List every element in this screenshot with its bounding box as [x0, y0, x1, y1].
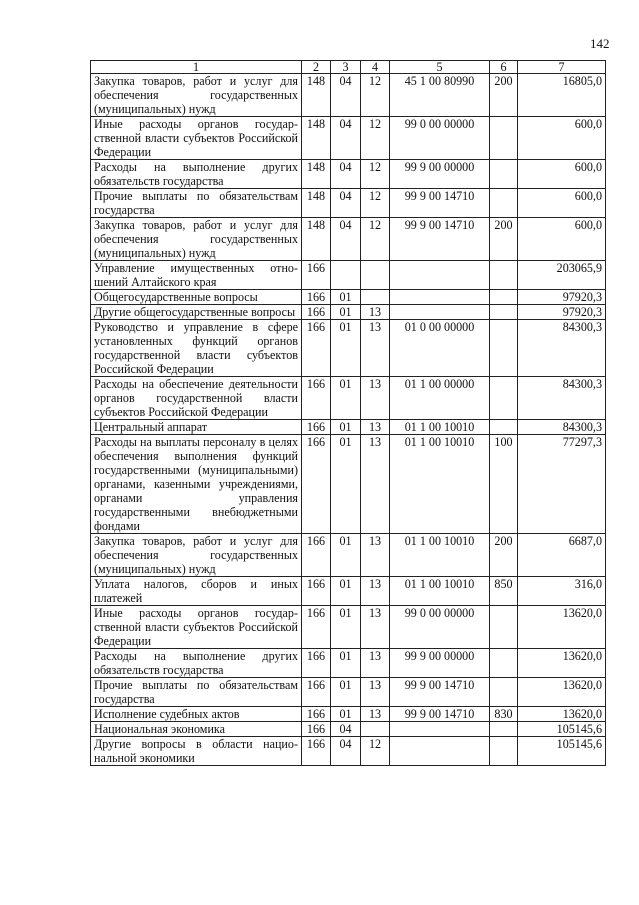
- amount-cell: 13620,0: [518, 707, 606, 722]
- table-row: [91, 420, 606, 435]
- expense-type-cell: 100: [490, 435, 518, 534]
- section-code-cell: 01: [331, 606, 361, 649]
- expense-name-cell: Другие общегосударственные вопросы: [91, 305, 302, 320]
- expense-name-cell: Расходы на выплаты персоналу в целях обеспечения выполнения функций государственными (муниципальными) органами, казенными учреждениями, органами управления государственными внебюджетными фондами: [91, 435, 302, 534]
- amount-cell: 13620,0: [518, 649, 606, 678]
- target-article-cell: 01 0 00 00000: [390, 320, 490, 377]
- expense-name-cell: Уплата налогов, сборов и иных платежей: [91, 577, 302, 606]
- section-code-cell: 04: [331, 218, 361, 261]
- ministry-code-cell: 166: [302, 606, 331, 649]
- ministry-code-cell: 166: [302, 678, 331, 707]
- subsection-code-cell: [361, 722, 390, 737]
- section-code-cell: 01: [331, 707, 361, 722]
- table-row: [91, 678, 606, 707]
- expense-type-cell: [490, 261, 518, 290]
- target-article-cell: 99 9 00 14710: [390, 189, 490, 218]
- subsection-code-cell: 13: [361, 320, 390, 377]
- expense-type-cell: 200: [490, 74, 518, 117]
- subsection-code-cell: 12: [361, 74, 390, 117]
- ministry-code-cell: 166: [302, 305, 331, 320]
- amount-cell: 600,0: [518, 117, 606, 160]
- amount-cell: 13620,0: [518, 678, 606, 707]
- column-header: 3: [331, 61, 361, 74]
- section-code-cell: 01: [331, 420, 361, 435]
- amount-cell: 105145,6: [518, 737, 606, 766]
- amount-cell: 105145,6: [518, 722, 606, 737]
- expense-name-cell: Центральный аппарат: [91, 420, 302, 435]
- table-row: [91, 305, 606, 320]
- expense-type-cell: [490, 722, 518, 737]
- subsection-code-cell: 13: [361, 606, 390, 649]
- ministry-code-cell: 166: [302, 577, 331, 606]
- table-row: [91, 160, 606, 189]
- amount-cell: 97920,3: [518, 290, 606, 305]
- subsection-code-cell: 13: [361, 577, 390, 606]
- expense-type-cell: [490, 160, 518, 189]
- target-article-cell: 99 9 00 14710: [390, 707, 490, 722]
- subsection-code-cell: 12: [361, 189, 390, 218]
- ministry-code-cell: 166: [302, 707, 331, 722]
- ministry-code-cell: 166: [302, 534, 331, 577]
- target-article-cell: 01 1 00 10010: [390, 577, 490, 606]
- table-header-row: [91, 61, 606, 74]
- ministry-code-cell: 166: [302, 290, 331, 305]
- ministry-code-cell: 166: [302, 722, 331, 737]
- column-header: 6: [490, 61, 518, 74]
- amount-cell: 316,0: [518, 577, 606, 606]
- expense-type-cell: [490, 320, 518, 377]
- expense-name-cell: Национальная экономика: [91, 722, 302, 737]
- section-code-cell: 01: [331, 577, 361, 606]
- subsection-code-cell: 13: [361, 649, 390, 678]
- subsection-code-cell: 13: [361, 707, 390, 722]
- subsection-code-cell: 12: [361, 218, 390, 261]
- section-code-cell: 01: [331, 649, 361, 678]
- section-code-cell: 04: [331, 737, 361, 766]
- ministry-code-cell: 148: [302, 218, 331, 261]
- table-row: [91, 290, 606, 305]
- column-header: 1: [91, 61, 302, 74]
- expense-name-cell: Прочие выплаты по обязательствам государства: [91, 678, 302, 707]
- amount-cell: 600,0: [518, 160, 606, 189]
- column-header: 5: [390, 61, 490, 74]
- subsection-code-cell: [361, 261, 390, 290]
- section-code-cell: 04: [331, 722, 361, 737]
- expense-type-cell: 850: [490, 577, 518, 606]
- section-code-cell: 01: [331, 435, 361, 534]
- ministry-code-cell: 166: [302, 377, 331, 420]
- amount-cell: 77297,3: [518, 435, 606, 534]
- target-article-cell: [390, 722, 490, 737]
- target-article-cell: [390, 305, 490, 320]
- expense-type-cell: 200: [490, 218, 518, 261]
- target-article-cell: [390, 261, 490, 290]
- subsection-code-cell: 12: [361, 737, 390, 766]
- target-article-cell: [390, 737, 490, 766]
- section-code-cell: [331, 261, 361, 290]
- ministry-code-cell: 148: [302, 189, 331, 218]
- expense-name-cell: Расходы на выполнение других обязательств государства: [91, 160, 302, 189]
- table-row: [91, 320, 606, 377]
- expense-name-cell: Общегосударственные вопросы: [91, 290, 302, 305]
- table-row: [91, 218, 606, 261]
- amount-cell: 84300,3: [518, 420, 606, 435]
- subsection-code-cell: 13: [361, 420, 390, 435]
- target-article-cell: 99 9 00 14710: [390, 678, 490, 707]
- section-code-cell: 01: [331, 678, 361, 707]
- ministry-code-cell: 166: [302, 261, 331, 290]
- table-row: [91, 606, 606, 649]
- subsection-code-cell: 12: [361, 160, 390, 189]
- column-header: 4: [361, 61, 390, 74]
- subsection-code-cell: 13: [361, 305, 390, 320]
- expense-type-cell: [490, 377, 518, 420]
- ministry-code-cell: 166: [302, 435, 331, 534]
- section-code-cell: 01: [331, 320, 361, 377]
- table-row: [91, 534, 606, 577]
- target-article-cell: 99 9 00 00000: [390, 649, 490, 678]
- amount-cell: 16805,0: [518, 74, 606, 117]
- expense-name-cell: Руководство и управление в сфере установленных функций органов государственной власти субъектов Российской Федерации: [91, 320, 302, 377]
- section-code-cell: 01: [331, 534, 361, 577]
- table-row: [91, 577, 606, 606]
- table-body: [91, 74, 606, 766]
- target-article-cell: 01 1 00 10010: [390, 534, 490, 577]
- table-row: [91, 189, 606, 218]
- amount-cell: 13620,0: [518, 606, 606, 649]
- target-article-cell: 99 9 00 00000: [390, 160, 490, 189]
- ministry-code-cell: 166: [302, 649, 331, 678]
- amount-cell: 97920,3: [518, 305, 606, 320]
- subsection-code-cell: 13: [361, 377, 390, 420]
- ministry-code-cell: 166: [302, 737, 331, 766]
- section-code-cell: 01: [331, 377, 361, 420]
- subsection-code-cell: [361, 290, 390, 305]
- amount-cell: 6687,0: [518, 534, 606, 577]
- expense-type-cell: [490, 737, 518, 766]
- expense-name-cell: Иные расходы органов государственной власти субъектов Российской Федерации: [91, 606, 302, 649]
- expense-type-cell: [490, 305, 518, 320]
- expense-type-cell: [490, 420, 518, 435]
- ministry-code-cell: 166: [302, 420, 331, 435]
- expense-name-cell: Управление имущественных отношений Алтайского края: [91, 261, 302, 290]
- table-row: [91, 435, 606, 534]
- section-code-cell: 04: [331, 74, 361, 117]
- expense-name-cell: Закупка товаров, работ и услуг для обеспечения государственных (муниципальных) нужд: [91, 534, 302, 577]
- amount-cell: 84300,3: [518, 320, 606, 377]
- expense-type-cell: [490, 189, 518, 218]
- subsection-code-cell: 13: [361, 678, 390, 707]
- expense-name-cell: Иные расходы органов государственной власти субъектов Российской Федерации: [91, 117, 302, 160]
- target-article-cell: 99 0 00 00000: [390, 117, 490, 160]
- table-row: [91, 261, 606, 290]
- expense-name-cell: Закупка товаров, работ и услуг для обеспечения государственных (муниципальных) нужд: [91, 74, 302, 117]
- table-row: [91, 649, 606, 678]
- amount-cell: 203065,9: [518, 261, 606, 290]
- page-number: 142: [590, 36, 610, 51]
- subsection-code-cell: 12: [361, 117, 390, 160]
- expense-name-cell: Расходы на выполнение других обязательств государства: [91, 649, 302, 678]
- table-row: [91, 707, 606, 722]
- expense-name-cell: Исполнение судебных актов: [91, 707, 302, 722]
- subsection-code-cell: 13: [361, 534, 390, 577]
- table-row: [91, 74, 606, 117]
- expense-type-cell: [490, 678, 518, 707]
- ministry-code-cell: 148: [302, 117, 331, 160]
- subsection-code-cell: 13: [361, 435, 390, 534]
- expense-name-cell: Прочие выплаты по обязательствам государства: [91, 189, 302, 218]
- column-header: 2: [302, 61, 331, 74]
- table-row: [91, 117, 606, 160]
- column-header: 7: [518, 61, 606, 74]
- target-article-cell: 01 1 00 10010: [390, 420, 490, 435]
- section-code-cell: 01: [331, 305, 361, 320]
- table-row: [91, 722, 606, 737]
- table-row: [91, 377, 606, 420]
- expense-name-cell: Другие вопросы в области национальной экономики: [91, 737, 302, 766]
- amount-cell: 600,0: [518, 218, 606, 261]
- expense-type-cell: 200: [490, 534, 518, 577]
- target-article-cell: 45 1 00 80990: [390, 74, 490, 117]
- section-code-cell: 01: [331, 290, 361, 305]
- section-code-cell: 04: [331, 160, 361, 189]
- target-article-cell: 01 1 00 10010: [390, 435, 490, 534]
- amount-cell: 600,0: [518, 189, 606, 218]
- section-code-cell: 04: [331, 189, 361, 218]
- target-article-cell: 99 9 00 14710: [390, 218, 490, 261]
- budget-table: [90, 60, 606, 766]
- expense-type-cell: 830: [490, 707, 518, 722]
- ministry-code-cell: 166: [302, 320, 331, 377]
- target-article-cell: [390, 290, 490, 305]
- expense-name-cell: Закупка товаров, работ и услуг для обеспечения государственных (муниципальных) нужд: [91, 218, 302, 261]
- section-code-cell: 04: [331, 117, 361, 160]
- amount-cell: 84300,3: [518, 377, 606, 420]
- expense-type-cell: [490, 649, 518, 678]
- expense-type-cell: [490, 290, 518, 305]
- ministry-code-cell: 148: [302, 74, 331, 117]
- ministry-code-cell: 148: [302, 160, 331, 189]
- target-article-cell: 99 0 00 00000: [390, 606, 490, 649]
- expense-type-cell: [490, 606, 518, 649]
- expense-type-cell: [490, 117, 518, 160]
- table-row: [91, 737, 606, 766]
- target-article-cell: 01 1 00 00000: [390, 377, 490, 420]
- expense-name-cell: Расходы на обеспечение деятельности органов государственной власти субъектов Российской Федерации: [91, 377, 302, 420]
